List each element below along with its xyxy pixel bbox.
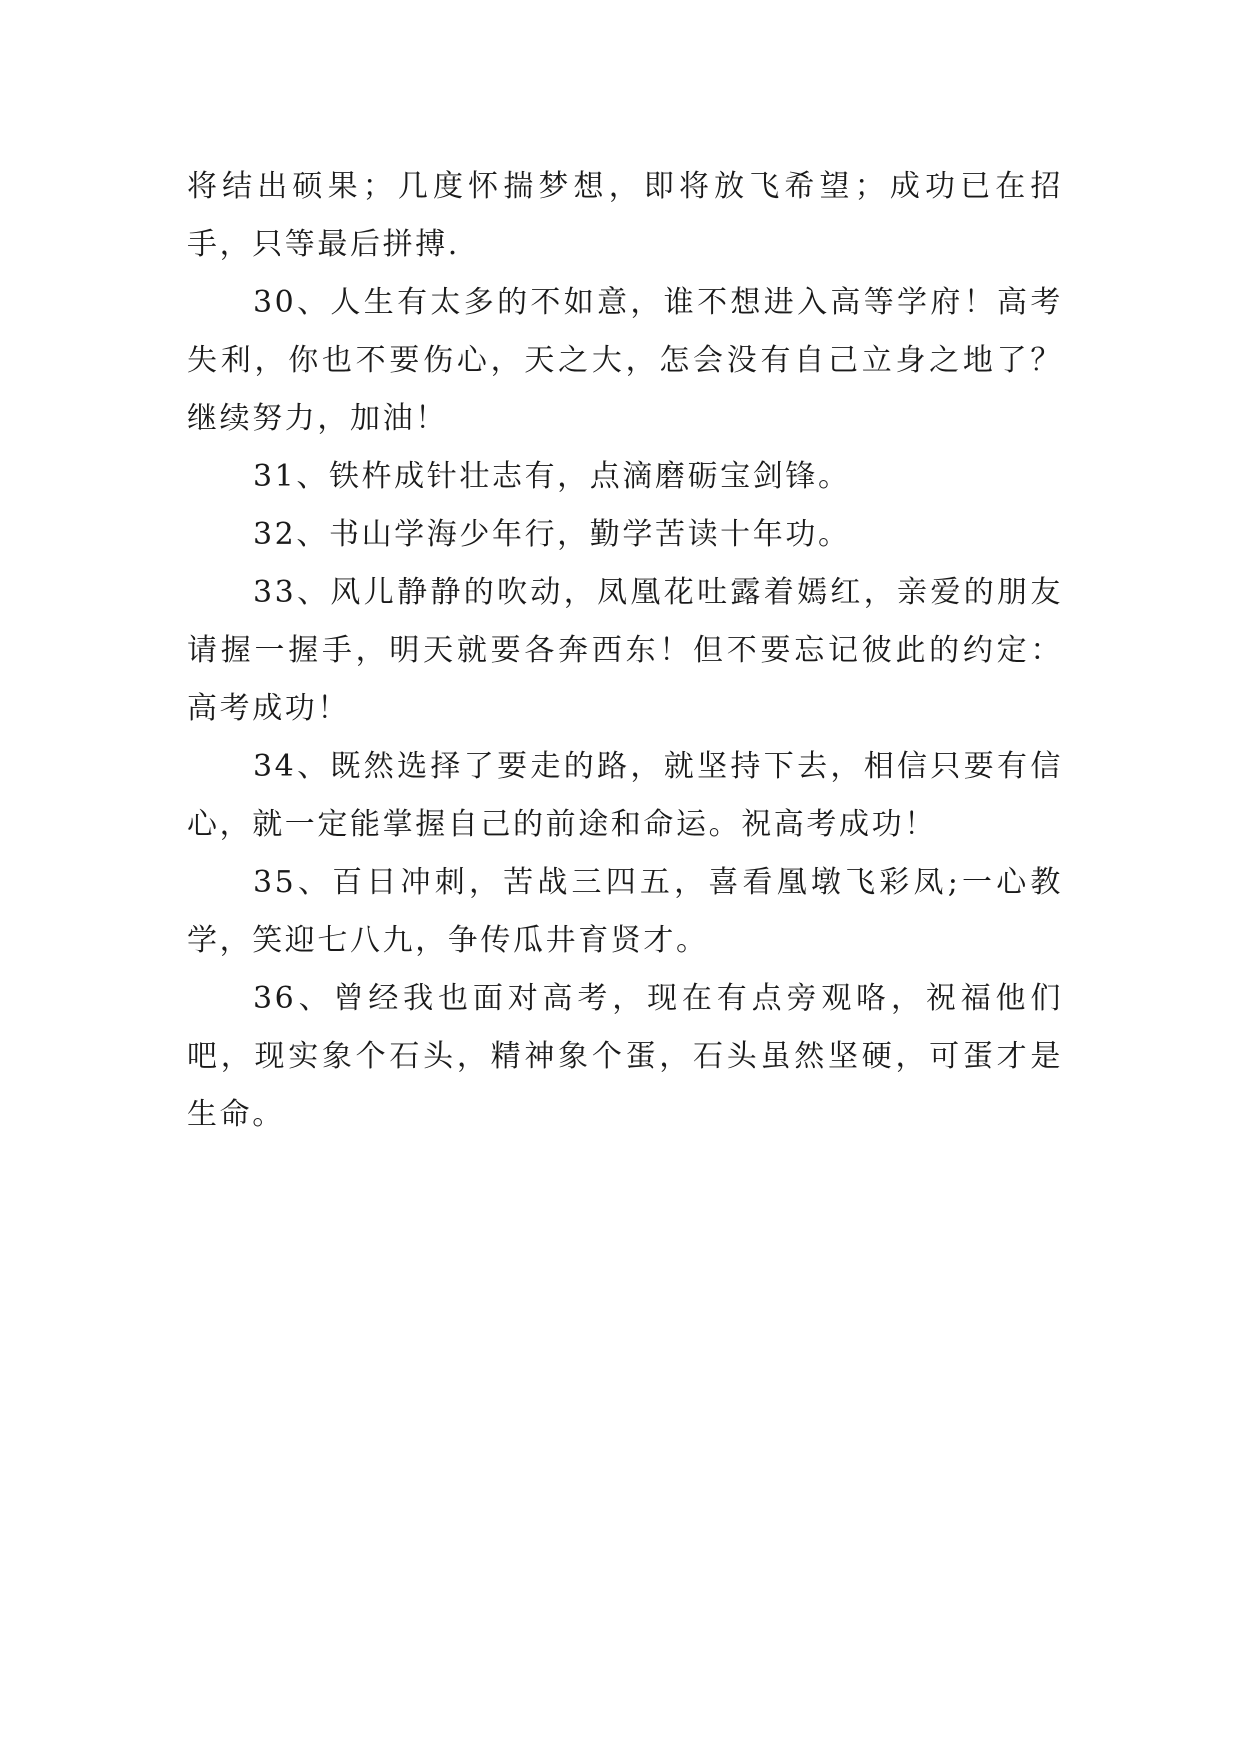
paragraph-34: 34、既然选择了要走的路，就坚持下去，相信只要有信心，就一定能掌握自己的前途和命运。祝高考成功！ — [187, 749, 1063, 842]
paragraph-30: 30、人生有太多的不如意，谁不想进入高等学府！高考失利，你也不要伤心，天之大，怎会没有自己立身之地了？继续努力，加油！ — [187, 285, 1063, 436]
paragraph-32: 32、书山学海少年行，勤学苦读十年功。 — [253, 517, 851, 552]
paragraph-36: 36、曾经我也面对高考，现在有点旁观咯，祝福他们吧，现实象个石头，精神象个蛋，石头虽然坚硬，可蛋才是生命。 — [187, 981, 1063, 1132]
paragraph-35: 35、百日冲刺，苦战三四五，喜看凰墩飞彩凤;一心教学，笑迎七八九，争传瓜井育贤才。 — [187, 865, 1063, 958]
paragraph-33: 33、风儿静静的吹动，凤凰花吐露着嫣红，亲爱的朋友请握一握手，明天就要各奔西东！但不要忘记彼此的约定：高考成功！ — [187, 575, 1063, 726]
document-body — [187, 158, 1063, 1144]
paragraph-continuation: 将结出硕果；几度怀揣梦想，即将放飞希望；成功已在招手，只等最后拼搏. — [187, 169, 1063, 262]
paragraph-31: 31、铁杵成针壮志有，点滴磨砺宝剑锋。 — [253, 459, 851, 494]
